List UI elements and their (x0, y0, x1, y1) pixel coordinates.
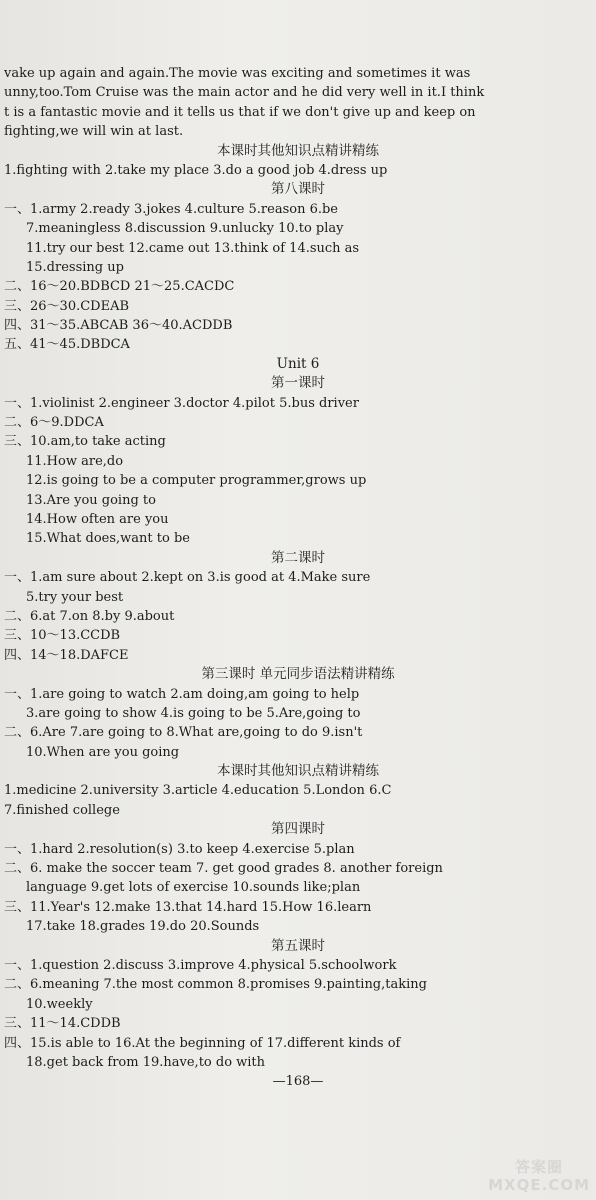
text-line: 三、10～13.CCDB (4, 628, 121, 644)
text-line: 14.How often are you (26, 511, 169, 527)
text-line: 四、14～18.DAFCE (4, 647, 129, 663)
text-line: 5.try your best (26, 589, 124, 605)
text-line: 一、1.army 2.ready 3.jokes 4.culture 5.reason 6.be (4, 201, 339, 217)
text-line: —168— (272, 1074, 324, 1090)
text-line: 18.get back from 19.have,to do with (26, 1054, 266, 1070)
watermark (488, 1158, 590, 1194)
text-line: 1.fighting with 2.take my place 3.do a good job 4.dress up (4, 162, 388, 178)
section-heading: 第八课时 (271, 181, 325, 198)
section-heading: 第一课时 (271, 375, 325, 392)
text-line: 13.Are you going to (26, 492, 156, 508)
section-heading: 第四课时 (271, 821, 325, 838)
text-line: 10.weekly (26, 996, 93, 1012)
text-line: 11.try our best 12.came out 13.think of 14.such as (26, 240, 360, 256)
watermark-url: MXQE.COM (488, 1176, 590, 1194)
text-line: fighting,we will win at last. (4, 124, 184, 140)
text-line: 1.medicine 2.university 3.article 4.education 5.London 6.C (4, 783, 392, 799)
text-line: 7.finished college (4, 802, 120, 818)
text-line: unny,too.Tom Cruise was the main actor and he did very well in it.I think (4, 85, 485, 101)
text-line: 15.dressing up (26, 259, 124, 275)
text-line: language 9.get lots of exercise 10.sounds like;plan (26, 880, 361, 896)
text-line: 三、11～14.CDDB (4, 1016, 121, 1032)
text-line: 3.are going to show 4.is going to be 5.Are,going to (26, 705, 361, 721)
text-line: 二、16～20.BDBCD 21～25.CACDC (4, 279, 235, 295)
section-heading: 本课时其他知识点精讲精练 (217, 763, 379, 780)
section-heading: Unit 6 (276, 355, 320, 372)
text-line: 二、6.meaning 7.the most common 8.promises 9.painting,taking (4, 977, 427, 993)
text-line: 二、6. make the soccer team 7. get good grades 8. another foreign (4, 861, 443, 877)
text-line: 一、1.hard 2.resolution(s) 3.to keep 4.exercise 5.plan (4, 841, 355, 857)
text-line: 一、1.am sure about 2.kept on 3.is good at 4.Make sure (4, 570, 371, 586)
text-line: 三、11.Year's 12.make 13.that 14.hard 15.How 16.learn (4, 899, 372, 915)
section-heading: 第二课时 (271, 549, 325, 566)
text-line: 二、6～9.DDCA (4, 415, 104, 431)
section-heading: 第三课时 单元同步语法精讲精练 (201, 666, 395, 683)
text-line: 17.take 18.grades 19.do 20.Sounds (26, 919, 260, 935)
watermark-logo-text: 答案圈 (515, 1158, 564, 1176)
text-line: 11.How are,do (26, 453, 124, 469)
text-line: 15.What does,want to be (26, 531, 190, 547)
text-line: 一、1.violinist 2.engineer 3.doctor 4.pilot 5.bus driver (4, 395, 359, 411)
text-line: 四、31～35.ABCAB 36～40.ACDDB (4, 318, 233, 334)
section-heading: 本课时其他知识点精讲精练 (217, 142, 379, 159)
text-line: 四、15.is able to 16.At the beginning of 17.different kinds of (4, 1035, 401, 1051)
text-line: 一、1.are going to watch 2.am doing,am going to help (4, 686, 360, 702)
text-line: 五、41～45.DBDCA (4, 337, 130, 353)
text-line: vake up again and again.The movie was exciting and sometimes it was (4, 66, 471, 81)
text-line: 12.is going to be a computer programmer,grows up (26, 473, 367, 489)
text-line: t is a fantastic movie and it tells us that if we don't give up and keep on (4, 104, 476, 120)
text-line: 二、6.at 7.on 8.by 9.about (4, 608, 175, 624)
answer-content (0, 64, 596, 1092)
text-line: 三、10.am,to take acting (4, 434, 166, 450)
text-line: 一、1.question 2.discuss 3.improve 4.physical 5.schoolwork (4, 957, 397, 973)
text-line: 10.When are you going (26, 744, 180, 760)
text-line: 二、6.Are 7.are going to 8.What are,going to do 9.isn't (4, 725, 363, 741)
section-heading: 第五课时 (271, 937, 325, 954)
text-line: 7.meaningless 8.discussion 9.unlucky 10.to play (26, 221, 344, 237)
text-line: 三、26～30.CDEAB (4, 298, 130, 314)
